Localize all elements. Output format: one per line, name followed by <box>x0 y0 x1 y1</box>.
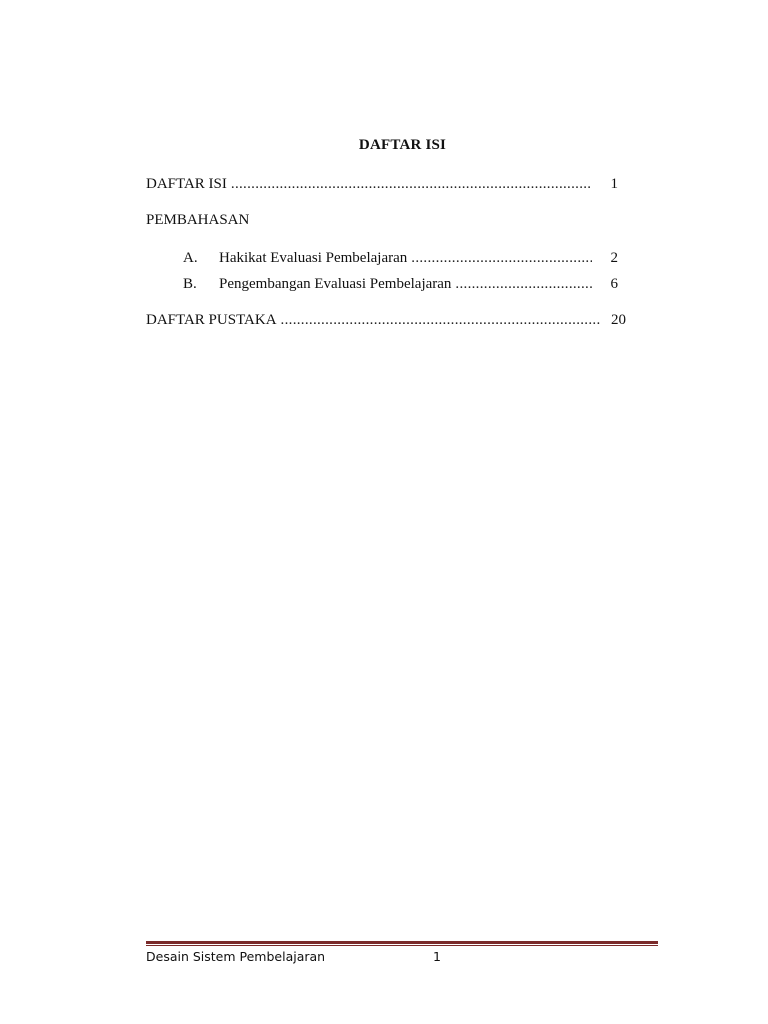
toc-section-heading: PEMBAHASAN <box>146 212 250 228</box>
footer-divider <box>146 941 658 947</box>
toc-entry-hakikat <box>183 248 618 268</box>
toc-title: DAFTAR ISI <box>358 137 447 153</box>
dot-leader <box>281 310 600 330</box>
dot-leader <box>231 174 592 194</box>
dot-leader <box>455 274 592 294</box>
toc-entry-page: 20 <box>611 312 626 328</box>
toc-entry-marker: B. <box>183 276 197 292</box>
toc-entry-page: 1 <box>610 176 618 192</box>
toc-entry-label: DAFTAR PUSTAKA <box>146 312 277 328</box>
footer-title: Desain Sistem Pembelajaran <box>146 949 326 964</box>
toc-entry-pengembangan <box>183 274 618 294</box>
toc-entry-label: DAFTAR ISI <box>146 176 227 192</box>
toc-entry-marker: A. <box>183 250 198 266</box>
toc-entry-page: 6 <box>610 276 618 292</box>
toc-entry-page: 2 <box>610 250 618 266</box>
toc-entry-label: Hakikat Evaluasi Pembelajaran <box>219 250 408 266</box>
footer-divider-thin <box>146 945 658 946</box>
toc-entry-daftar-isi <box>146 174 618 194</box>
dot-leader <box>411 248 592 268</box>
footer-divider-thick <box>146 941 658 944</box>
toc-entry-daftar-pustaka <box>146 310 626 330</box>
footer-page-number: 1 <box>433 949 441 964</box>
toc-entry-label: Pengembangan Evaluasi Pembelajaran <box>219 276 452 292</box>
